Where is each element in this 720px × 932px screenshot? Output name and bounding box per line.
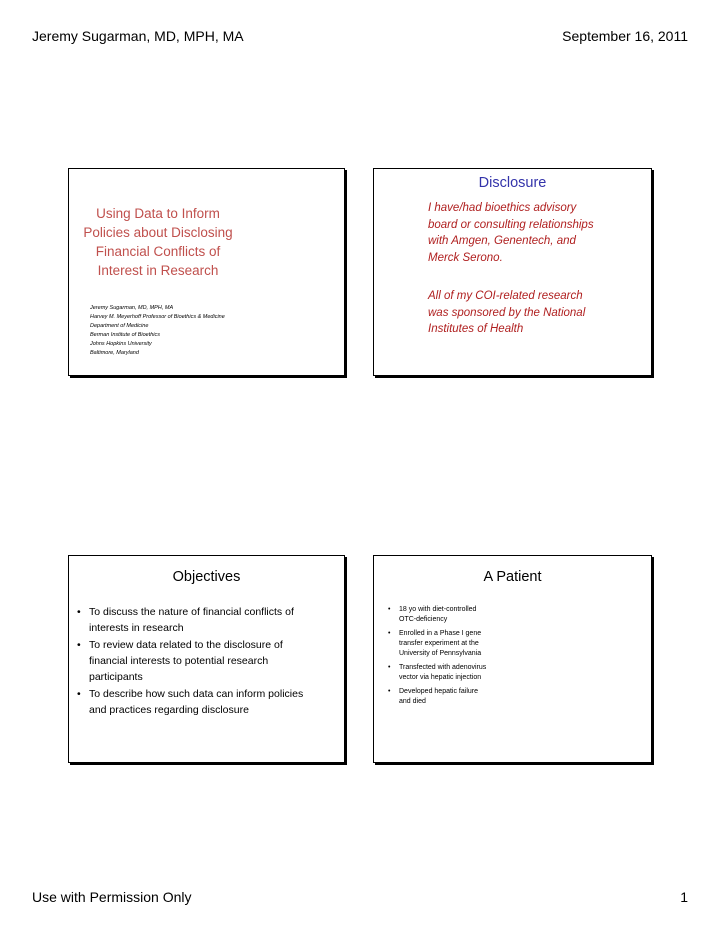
bullet-line: vector via hepatic injection [399,674,482,681]
author-line: Johns Hopkins University [90,341,152,347]
bullet-line: financial interests to potential research [89,655,269,667]
list-item [388,663,518,683]
bullet-line: • To describe how such data can inform policies [89,688,304,700]
list-item [388,687,518,707]
author-line: Jeremy Sugarman, MD, MPH, MA [90,305,174,311]
presentation-title [73,204,243,280]
slide-objectives [68,555,345,763]
bullet-line: • Enrolled in a Phase I gene [399,630,482,637]
paragraph-line: board or consulting relationships [428,218,594,231]
slide-heading: A Patient [483,569,542,585]
slide-heading: Objectives [172,569,241,585]
paragraph-line: Merck Serono. [428,251,503,264]
list-item [77,686,339,718]
bullet-line: University of Pennsylvania [399,650,482,657]
list-item [77,604,339,636]
title-line: Financial Conflicts of [95,244,221,259]
bullet-line: OTC-deficiency [399,616,448,623]
paragraph-line: Institutes of Health [428,323,524,335]
author-line: Baltimore, Maryland [90,350,139,356]
author-line: Harvey M. Meyerhoff Professor of Bioethics & Medicine [90,314,225,320]
slide-title [68,168,345,376]
bullet-line: and practices regarding disclosure [89,704,249,716]
author-line: Department of Medicine [90,323,149,329]
patient-facts-list [388,605,518,711]
author-line: Berman Institute of Bioethics [90,332,161,338]
paragraph-line: I have/had bioethics advisory [428,202,577,214]
bullet-line: • 18 yo with diet-controlled [399,606,477,613]
funding-paragraph [428,288,628,338]
footer-notice: Use with Permission Only [32,889,192,905]
slide-a-patient [373,555,652,763]
paragraph-line: was sponsored by the National [428,306,586,319]
bullet-line: • Transfected with adenovirus [399,664,487,671]
objectives-list [77,604,339,719]
bullet-line: interests in research [89,622,184,634]
bullet-line: and died [399,698,426,705]
list-item [77,637,339,685]
bullet-line: • Developed hepatic failure [399,688,478,695]
paragraph-line: with Amgen, Genentech, and [428,235,576,247]
slide-disclosure [373,168,652,376]
disclosure-paragraph [428,200,628,266]
title-line: Policies about Disclosing [83,225,233,240]
list-item [388,629,518,659]
page-number: 1 [680,889,688,905]
bullet-line: transfer experiment at the [399,640,479,647]
bullet-line: • To review data related to the disclosure of [89,639,283,651]
bullet-line: participants [89,671,143,683]
bullet-line: • To discuss the nature of financial conflicts of [89,606,294,618]
slide-heading: Disclosure [478,175,547,191]
author-block [90,304,330,358]
header-date: September 16, 2011 [562,28,688,44]
header-author: Jeremy Sugarman, MD, MPH, MA [32,28,244,44]
paragraph-line: All of my COI-related research [428,290,583,302]
list-item [388,605,518,625]
title-line: Interest in Research [97,263,219,278]
title-line: Using Data to Inform [96,206,220,221]
